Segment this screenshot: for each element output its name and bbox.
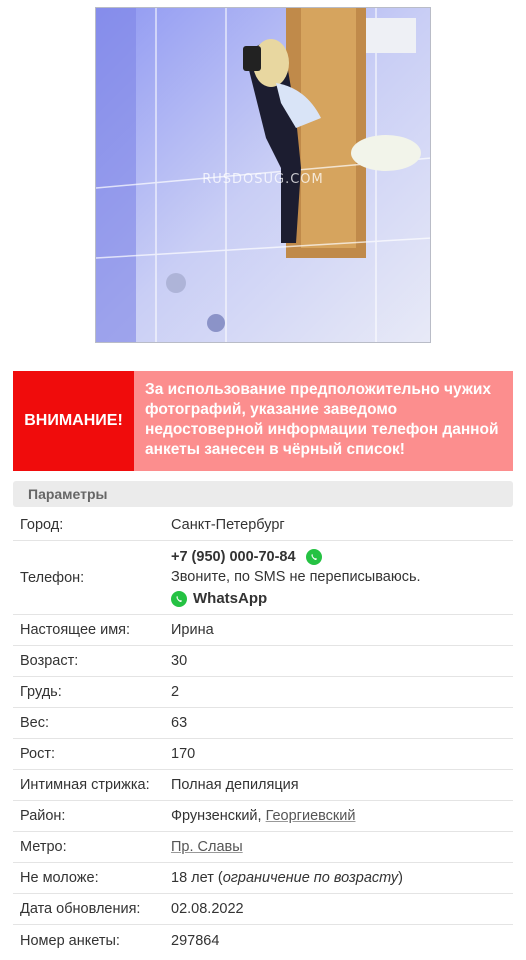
min-age-text: 18 лет ( — [171, 870, 223, 886]
min-age-close: ) — [398, 870, 403, 886]
warning-title: ВНИМАНИЕ! — [13, 371, 134, 471]
haircut-label: Интимная стрижка: — [20, 777, 150, 793]
district-separator: , — [257, 808, 266, 824]
city-value: Санкт-Петербург — [171, 517, 285, 533]
row-real-name — [13, 615, 513, 646]
phone-number-line — [171, 547, 513, 567]
profile-photo[interactable] — [95, 7, 431, 343]
row-breast — [13, 677, 513, 708]
row-city — [13, 510, 513, 541]
age-label: Возраст: — [20, 653, 79, 669]
profile-number-value: 297864 — [171, 932, 220, 949]
min-age-note: ограничение по возрасту — [222, 870, 399, 886]
phone-label: Телефон: — [20, 569, 85, 586]
row-district — [13, 801, 513, 832]
height-value: 170 — [171, 746, 196, 762]
city-label: Город: — [20, 517, 64, 533]
real-name-value: Ирина — [171, 622, 214, 638]
real-name-label: Настоящее имя: — [20, 622, 131, 638]
breast-label: Грудь: — [20, 684, 62, 700]
age-value: 30 — [171, 653, 188, 669]
district-label: Район: — [20, 808, 66, 824]
district-name: Фрунзенский — [171, 808, 258, 824]
updated-value: 02.08.2022 — [171, 901, 244, 917]
whatsapp-link[interactable] — [171, 589, 513, 609]
metro-link[interactable]: Пр. Славы — [171, 839, 243, 855]
min-age-value — [171, 870, 513, 886]
photo-watermark: RUSDOSUG.COM — [202, 172, 324, 187]
weight-value: 63 — [171, 715, 188, 731]
metro-value — [171, 839, 513, 855]
whatsapp-icon — [171, 591, 187, 607]
row-min-age — [13, 863, 513, 894]
whatsapp-icon[interactable] — [306, 549, 322, 565]
phone-block — [171, 547, 513, 609]
row-metro — [13, 832, 513, 863]
row-weight — [13, 708, 513, 739]
row-haircut — [13, 770, 513, 801]
phone-note: Звоните, по SMS не переписываюсь. — [171, 568, 421, 585]
haircut-value: Полная депиляция — [171, 777, 299, 793]
profile-number-label: Номер анкеты: — [20, 932, 120, 949]
whatsapp-label: WhatsApp — [193, 589, 268, 607]
row-height — [13, 739, 513, 770]
district-value — [171, 808, 513, 824]
breast-value: 2 — [171, 684, 180, 700]
row-age — [13, 646, 513, 677]
min-age-label: Не моложе: — [20, 870, 99, 886]
row-profile-number — [13, 925, 513, 956]
weight-label: Вес: — [20, 715, 50, 731]
params-table — [13, 510, 513, 956]
district-link[interactable]: Георгиевский — [265, 808, 356, 824]
phone-number[interactable]: +7 (950) 000-70-84 — [171, 548, 296, 565]
updated-label: Дата обновления: — [20, 901, 141, 917]
warning-text: За использование предположительно чужих фотографий, указание заведомо недостоверной информации телефон данной анкеты занесен в чёрный список! — [134, 371, 513, 471]
metro-label: Метро: — [20, 839, 67, 855]
height-label: Рост: — [20, 746, 56, 762]
warning-banner — [13, 371, 513, 471]
row-updated — [13, 894, 513, 925]
params-header: Параметры — [13, 481, 513, 507]
row-phone — [13, 541, 513, 615]
